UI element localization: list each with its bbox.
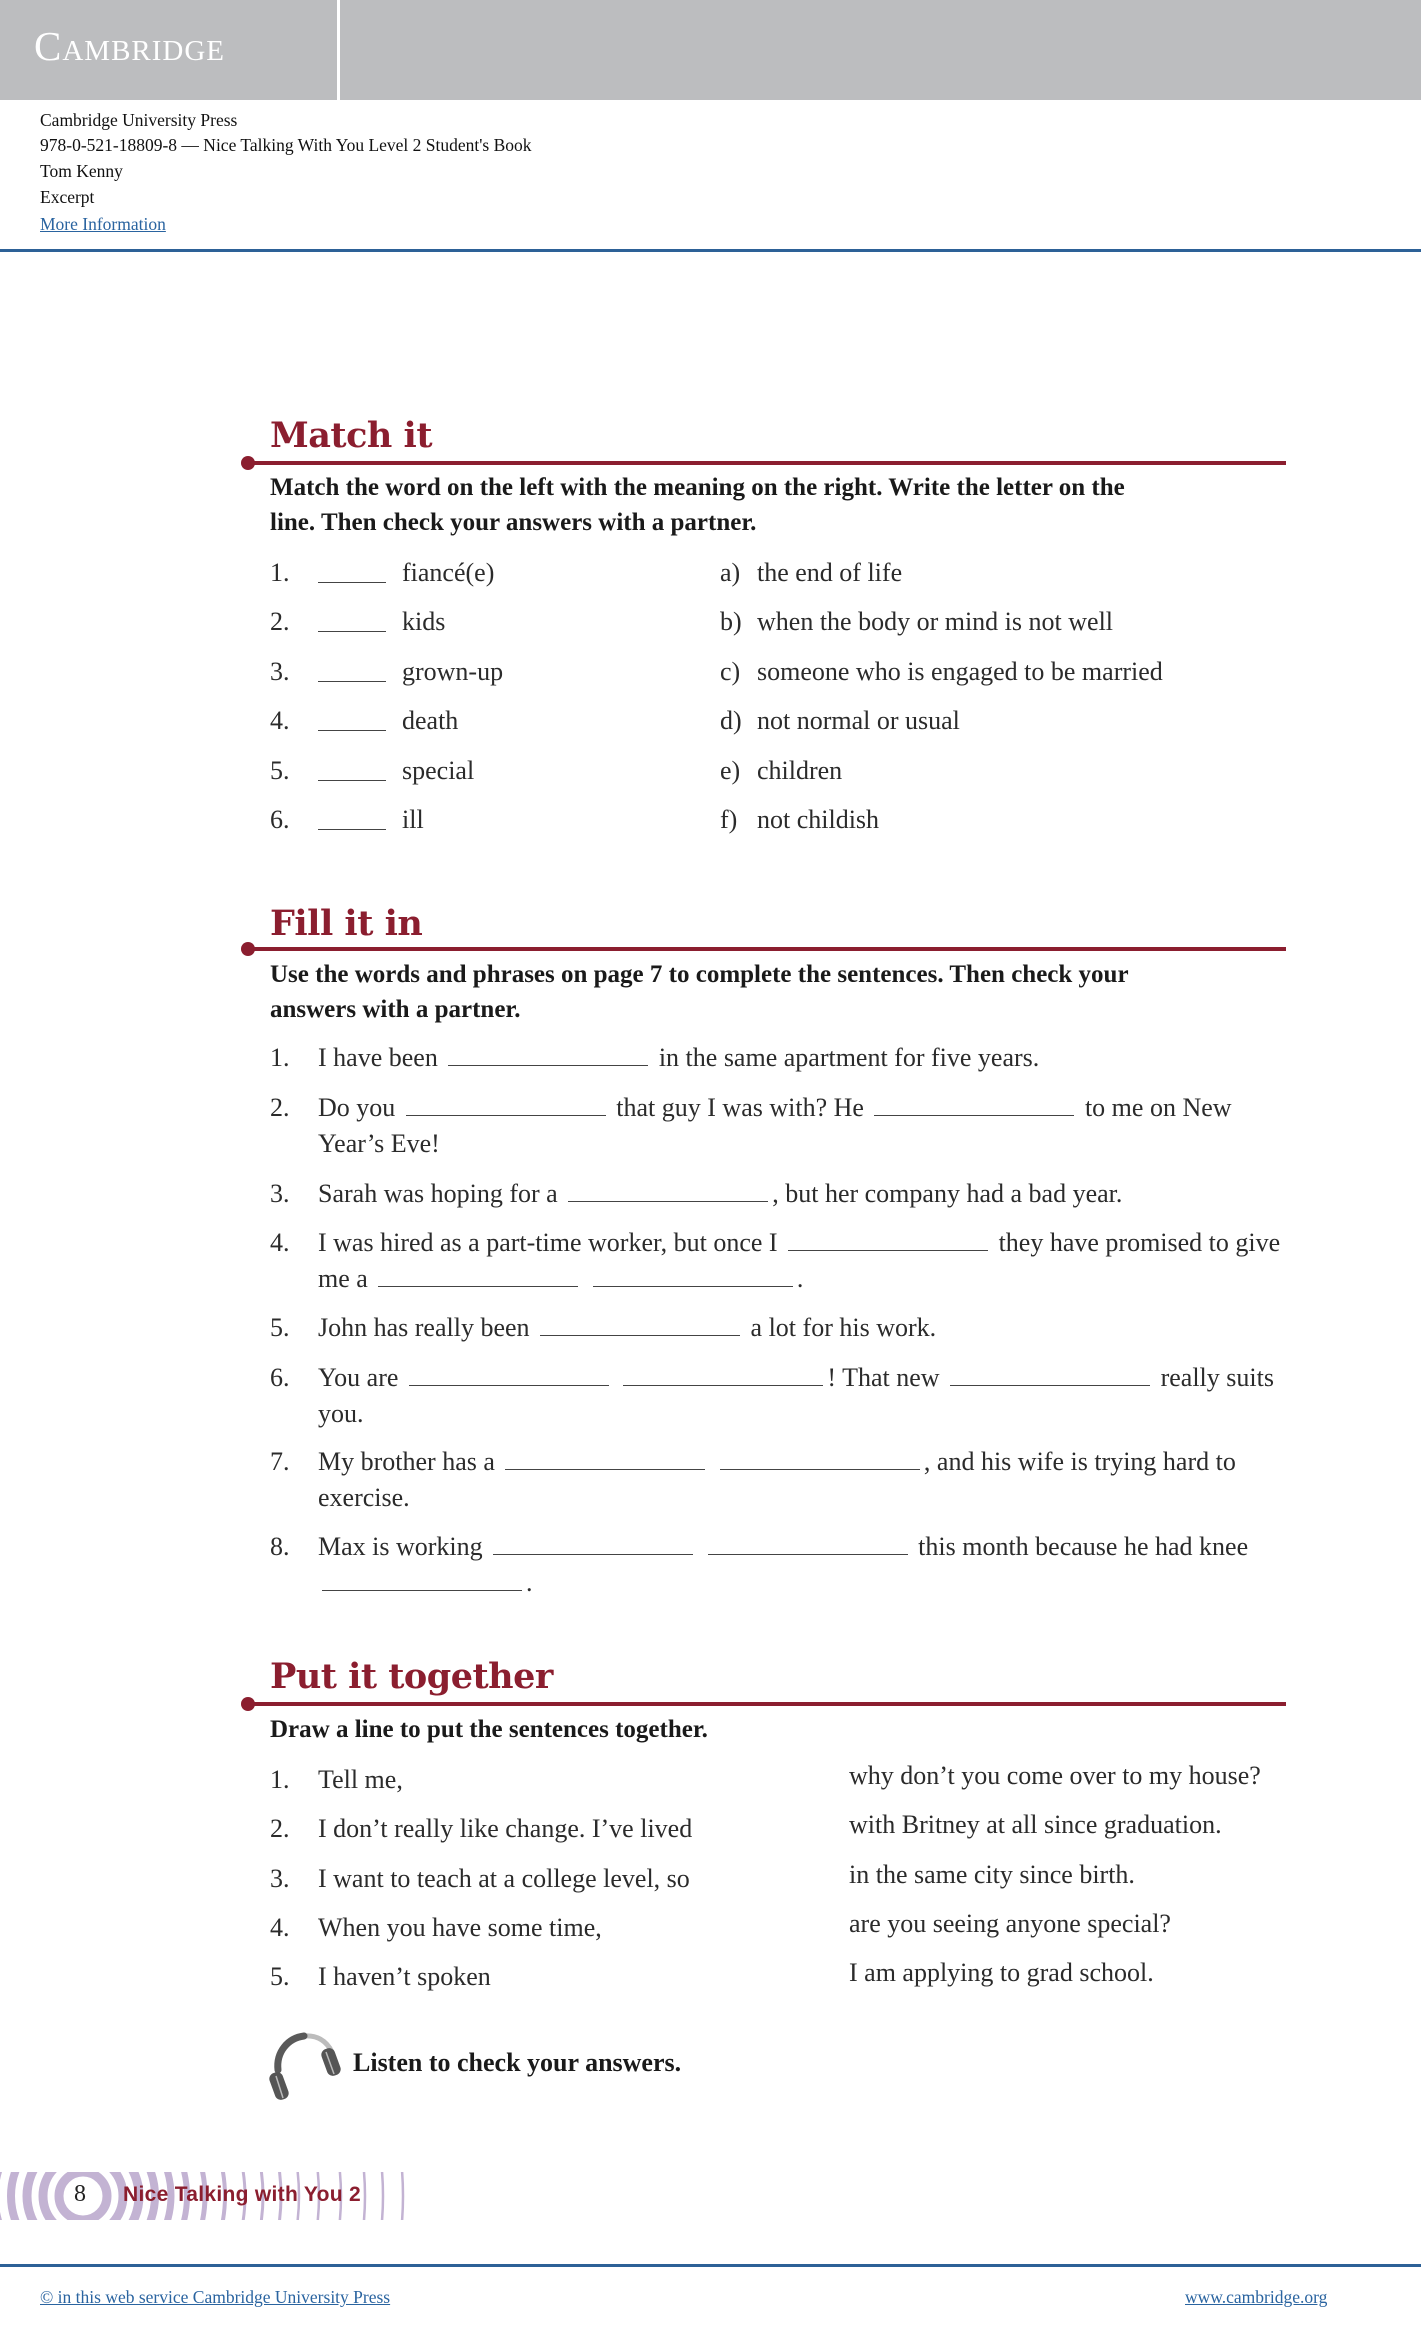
meaning-text: not normal or usual (757, 706, 960, 735)
fill-sentence (318, 1444, 1298, 1516)
answer-blank[interactable] (318, 730, 386, 731)
section-rule (250, 947, 1286, 951)
item-number: 4. (270, 1228, 290, 1257)
publisher: Cambridge University Press (40, 110, 238, 130)
answer-blank[interactable] (322, 1590, 522, 1591)
instructions: Draw a line to put the sentences together. (270, 1716, 708, 1743)
excerpt-label: Excerpt (40, 187, 95, 207)
header-divider (337, 0, 340, 100)
instructions: Match the word on the left with the meaning on the right. Write the letter on the (270, 474, 1125, 501)
item-number: 1. (270, 558, 290, 587)
sentence-text: they have promised to give me a (318, 1228, 1281, 1293)
sentence-text (613, 1363, 620, 1392)
sentence-text: You are (318, 1363, 405, 1392)
instructions: answers with a partner. (270, 996, 521, 1023)
item-number: 6. (270, 1363, 290, 1392)
answer-blank[interactable] (493, 1554, 693, 1555)
sentence-text: in the same apartment for five years. (652, 1043, 1040, 1072)
sentence-text: to me on New Year’s Eve! (318, 1093, 1232, 1158)
sentence-text: . (526, 1568, 533, 1597)
answer-blank[interactable] (593, 1286, 793, 1287)
section-rule (250, 1702, 1286, 1706)
fill-sentence (318, 1176, 1298, 1212)
sentence-start[interactable]: When you have some time, (318, 1913, 602, 1942)
match-word: death (402, 706, 459, 735)
book-title: Nice Talking with You 2 (123, 2183, 361, 2206)
sentence-start[interactable]: Tell me, (318, 1765, 403, 1794)
sentence-start[interactable]: I want to teach at a college level, so (318, 1864, 690, 1893)
sentence-text (697, 1532, 704, 1561)
answer-blank[interactable] (406, 1115, 606, 1116)
fill-sentence (318, 1310, 1298, 1346)
section-title: Fill it in (270, 903, 423, 944)
item-number: 6. (270, 805, 290, 834)
sentence-text: , and his wife is trying hard to exercise. (318, 1447, 1236, 1512)
sentence-text: , but her company had a bad year. (772, 1179, 1123, 1208)
sentence-text: that guy I was with? He (609, 1093, 871, 1122)
item-number: 5. (270, 1313, 290, 1342)
item-number: 1. (270, 1043, 290, 1072)
item-number: 1. (270, 1765, 290, 1794)
sentence-text: Max is working (318, 1532, 490, 1561)
sentence-end[interactable]: I am applying to grad school. (849, 1958, 1154, 1987)
sentence-text (709, 1447, 716, 1476)
page-number: 8 (74, 2181, 86, 2207)
meaning-text: not childish (757, 805, 880, 834)
answer-blank[interactable] (720, 1469, 920, 1470)
instructions: Use the words and phrases on page 7 to complete the sentences. Then check your (270, 961, 1129, 988)
item-number: 4. (270, 706, 290, 735)
answer-blank[interactable] (318, 631, 386, 632)
fill-sentence (318, 1040, 1298, 1076)
meaning-text: someone who is engaged to be married (757, 657, 1163, 686)
section-rule (250, 461, 1286, 465)
sentence-text: this month because he had knee (911, 1532, 1249, 1561)
match-word: kids (402, 607, 446, 636)
item-number: 2. (270, 1093, 290, 1122)
meaning-letter: a) (720, 558, 741, 587)
listen-instruction: Listen to check your answers. (353, 2048, 682, 2077)
sentence-text: Sarah was hoping for a (318, 1179, 565, 1208)
sentence-text: I have been (318, 1043, 445, 1072)
answer-blank[interactable] (378, 1286, 578, 1287)
meaning-letter: d) (720, 706, 742, 735)
meaning-letter: c) (720, 657, 741, 686)
item-number: 8. (270, 1532, 290, 1561)
item-number: 3. (270, 1179, 290, 1208)
item-number: 2. (270, 607, 290, 636)
item-number: 3. (270, 657, 290, 686)
sentence-end[interactable]: why don’t you come over to my house? (849, 1761, 1261, 1790)
item-number: 7. (270, 1447, 290, 1476)
item-number: 4. (270, 1913, 290, 1942)
meaning-letter: f) (720, 805, 738, 834)
sentence-end[interactable]: in the same city since birth. (849, 1860, 1135, 1889)
match-word: fiancé(e) (402, 558, 495, 587)
sentence-text: really suits you. (318, 1363, 1274, 1428)
more-information-link[interactable]: More Information (40, 214, 166, 234)
headphones-icon (268, 2030, 344, 2102)
footer-rule (0, 2264, 1421, 2267)
sentence-text (582, 1264, 589, 1293)
item-number: 5. (270, 1962, 290, 1991)
answer-blank[interactable] (318, 582, 386, 583)
header-rule (0, 249, 1421, 252)
sentence-text: I was hired as a part-time worker, but once I (318, 1228, 785, 1257)
fill-sentence (318, 1360, 1298, 1432)
sentence-text: Do you (318, 1093, 402, 1122)
answer-blank[interactable] (950, 1385, 1150, 1386)
item-number: 3. (270, 1864, 290, 1893)
meaning-text: when the body or mind is not well (757, 607, 1114, 636)
meaning-text: the end of life (757, 558, 903, 587)
sentence-text: . (796, 1264, 804, 1293)
answer-blank[interactable] (540, 1335, 740, 1336)
answer-blank[interactable] (874, 1115, 1074, 1116)
section-title: Match it (270, 415, 432, 456)
sentence-text: My brother has a (318, 1447, 502, 1476)
answer-blank[interactable] (318, 780, 386, 781)
answer-blank[interactable] (708, 1554, 908, 1555)
answer-blank[interactable] (623, 1385, 823, 1386)
cambridge-website-link[interactable]: www.cambridge.org (1185, 2287, 1328, 2307)
meaning-letter: b) (720, 607, 742, 636)
cambridge-logo[interactable]: Cambridge (34, 23, 226, 69)
item-number: 5. (270, 756, 290, 785)
answer-blank[interactable] (409, 1385, 609, 1386)
answer-blank[interactable] (318, 829, 386, 830)
match-word: ill (402, 805, 424, 834)
answer-blank[interactable] (448, 1065, 648, 1066)
meaning-letter: e) (720, 756, 741, 785)
fill-sentence (318, 1225, 1298, 1297)
match-word: grown-up (402, 657, 504, 686)
item-number: 2. (270, 1814, 290, 1843)
answer-blank[interactable] (318, 681, 386, 682)
answer-blank[interactable] (505, 1469, 705, 1470)
fill-sentence (318, 1529, 1298, 1601)
section-title: Put it together (270, 1656, 553, 1697)
instructions: line. Then check your answers with a partner. (270, 509, 757, 536)
match-word: special (402, 756, 475, 785)
sentence-text: John has really been (318, 1313, 537, 1342)
fill-sentence (318, 1090, 1298, 1162)
sentence-start[interactable]: I don’t really like change. I’ve lived (318, 1814, 693, 1843)
sentence-start[interactable]: I haven’t spoken (318, 1962, 491, 1991)
sentence-text: a lot for his work. (744, 1313, 937, 1342)
answer-blank[interactable] (788, 1250, 988, 1251)
meaning-text: children (757, 756, 843, 785)
isbn-title: 978-0-521-18809-8 — Nice Talking With You Level 2 Student's Book (40, 135, 532, 155)
sentence-end[interactable]: are you seeing anyone special? (849, 1909, 1171, 1938)
author: Tom Kenny (40, 161, 123, 181)
sentence-end[interactable]: with Britney at all since graduation. (849, 1810, 1222, 1839)
answer-blank[interactable] (568, 1201, 768, 1202)
sentence-text: ! That new (827, 1363, 947, 1392)
copyright-link[interactable]: © in this web service Cambridge University Press (40, 2287, 391, 2307)
